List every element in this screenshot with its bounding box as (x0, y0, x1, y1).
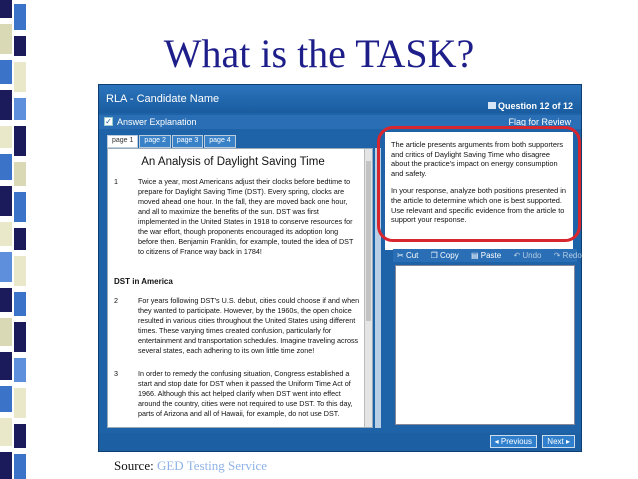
undo-label: Undo (522, 251, 542, 260)
editor-toolbar (393, 249, 582, 262)
app-header (99, 85, 581, 113)
source-label: Source: (114, 458, 154, 473)
response-textarea[interactable] (395, 265, 575, 425)
answer-explanation-label[interactable]: Answer Explanation (117, 117, 197, 127)
source-credit (114, 458, 267, 474)
cut-label: Cut (405, 251, 419, 260)
redo-button[interactable]: ↷ Redo (553, 251, 582, 260)
paragraph-number: 1 (114, 177, 118, 186)
paragraph-1 (114, 177, 362, 269)
paragraph-text: For years following DST's U.S. debut, cities could choose if and when they wanted to participate. However, by the 1960s, the open choice resulted in various cities throughout the United States using different times. These varying times created confusion, particularly for entertainment and transportation schedules. Imagine traveling across several states, each adhering to its own little time zone! (138, 296, 360, 355)
paragraph-2 (114, 296, 362, 358)
prompt-paragraph-1: The article presents arguments from both supporters and critics of Daylight Saving Time who disagree about the practice's impact on energy consumption and safety. (391, 140, 564, 178)
candidate-name: RLA - Candidate Name (106, 93, 220, 105)
paragraph-text: In order to remedy the confusing situation, Congress established a start and stop date for DST when it passed the Uniform Time Act of 1966. Although this act helped clarify when DST went into effect around the country, cities were not required to use DST. To this day, parts of Arizona and all of Hawaii, for example, do not use DST. (138, 369, 353, 418)
paste-button[interactable]: ▤ Paste (470, 251, 502, 260)
flag-for-review-button[interactable]: Flag for Review (508, 117, 571, 127)
paragraph-3 (114, 369, 362, 428)
section-heading: DST in America (114, 277, 173, 286)
next-button[interactable]: Next ▸ (542, 435, 575, 448)
list-icon (488, 102, 496, 109)
question-counter-label: Question 12 of 12 (497, 101, 573, 111)
prompt-paragraph-2: In your response, analyze both positions presented in the article to determine which one is best supported. Use relevant and specific evidence from the article to support your response. (391, 186, 567, 225)
passage-scrollbar[interactable] (364, 149, 372, 427)
previous-button[interactable]: ◂ Previous (490, 435, 537, 448)
paragraph-number: 3 (114, 369, 118, 378)
paste-label: Paste (480, 251, 502, 260)
tab-page-4[interactable]: page 4 (204, 135, 235, 148)
answer-explanation-checkbox[interactable]: ✓ (105, 117, 112, 126)
cut-button[interactable]: ✂ Cut (397, 251, 419, 260)
passage-panel (107, 148, 373, 428)
prompt-highlight-circle (377, 126, 581, 242)
redo-label: Redo (562, 251, 582, 260)
copy-label: Copy (440, 251, 459, 260)
source-link[interactable]: GED Testing Service (156, 458, 268, 473)
scrollbar-thumb[interactable] (366, 161, 371, 321)
tab-page-3[interactable]: page 3 (172, 135, 203, 148)
slide-title: What is the TASK? (163, 31, 475, 76)
tab-page-2[interactable]: page 2 (139, 135, 170, 148)
undo-button[interactable]: ↶ Undo (513, 251, 542, 260)
paragraph-number: 2 (114, 296, 118, 305)
previous-label: Previous (500, 437, 532, 446)
paragraph-text: Twice a year, most Americans adjust their clocks before bedtime to prepare for Daylight Saving Time (DST). Every spring, clocks are moved ahead one hour. In the fall, they are moved back one hour, and all to maximize the benefits of the sun. DST was first implemented in the United States in 1918 to conserve resources for the war effort, though proponents encouraged its adoption long before then. Benjamin Franklin, for example, touted the idea of DST to citizens of France way back in 1784! (138, 177, 354, 256)
next-label: Next (547, 437, 564, 446)
passage-title: An Analysis of Daylight Saving Time (141, 156, 325, 168)
question-counter (488, 101, 573, 111)
tab-page-1[interactable]: page 1 (107, 135, 138, 148)
navigation-bar (99, 433, 581, 451)
copy-button[interactable]: ❐ Copy (430, 251, 459, 260)
page-tabs (107, 135, 237, 148)
